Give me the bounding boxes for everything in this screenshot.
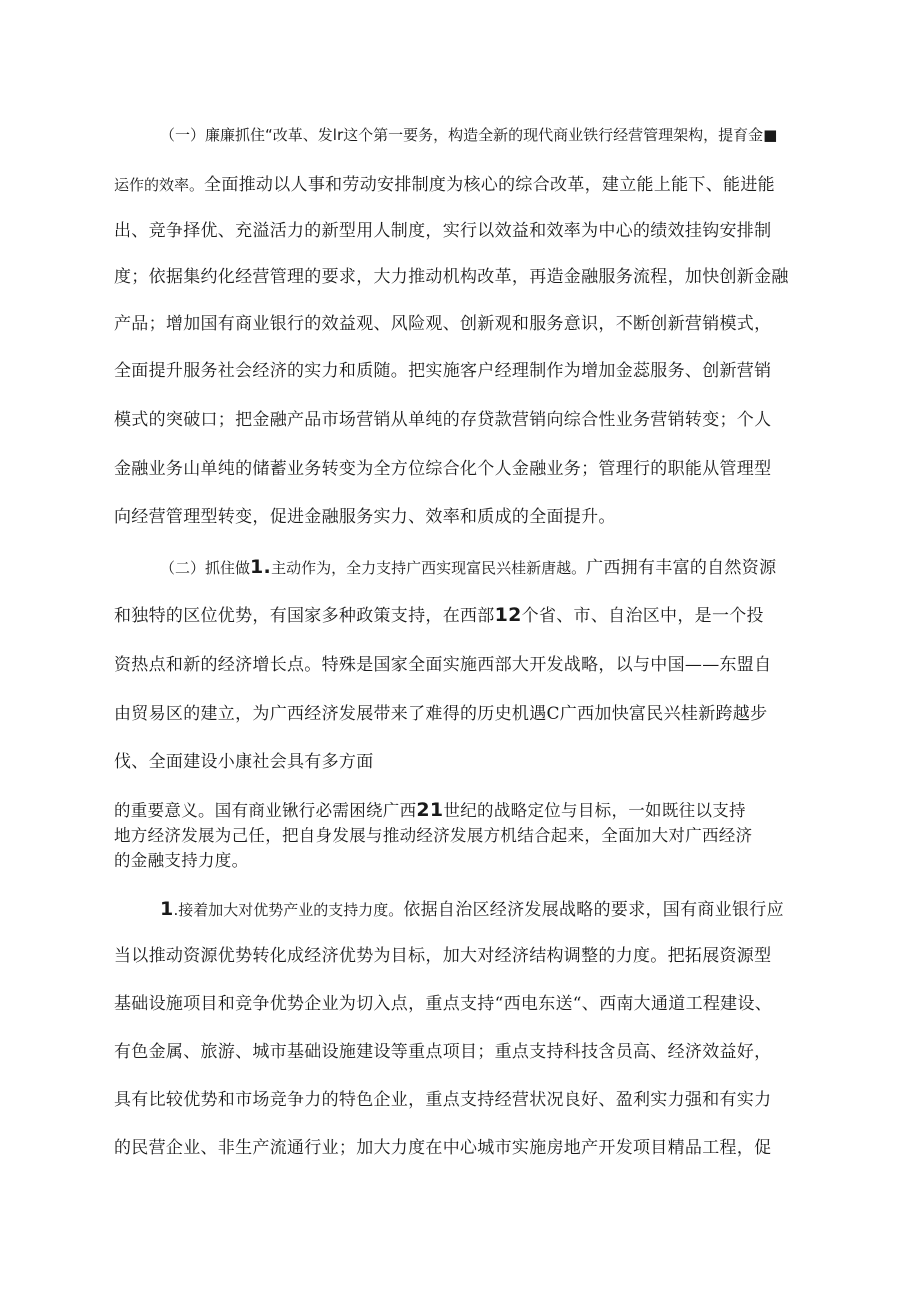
section4-line: 具有比较优势和市场竞争力的特色企业，重点支持经营状况良好、盈利实力强和有实力	[114, 1090, 772, 1110]
section4-line: 基础设施项目和竞争优势企业为切入点，重点支持“西电东送“、西南大通道工程建设、	[114, 994, 773, 1014]
section4-heading-text: .接着加大对优势产业的支持力度。	[173, 901, 404, 919]
section1-heading	[0, 124, 920, 146]
section1-line: 模式的突破口；把金融产品市场营销从单纯的存贷款营销向综合性业务营销转变；个人	[114, 410, 772, 430]
section1-line: 产品；增加国有商业银行的效益观、风险观、创新观和服务意识，不断创新营销模式，	[114, 314, 772, 334]
section3-line: 的金融支持力度。	[114, 851, 249, 870]
section3-line: 地方经济发展为己任，把自身发展与推动经济发展方机结合起来，全面加大对广西经济	[114, 826, 753, 845]
section2-heading-num: 1.	[250, 556, 272, 578]
section2-line: 由贸易区的建立，为广西经济发展带来了难得的历史机遇C广西加快富民兴桂新跨越步	[114, 704, 768, 724]
section3-line1-post: 世纪的战略定位与目标，一如既往以支持	[443, 801, 746, 820]
section4-line: 有色金属、旅游、城市基础设施建设等重点项目；重点支持科技含员高、经济效益好，	[114, 1042, 772, 1062]
section2-heading-pre: （二）抓住做	[160, 559, 251, 577]
section1-line: 金融业务山单纯的储蓄业务转变为全方位综合化个人金融业务；管理行的职能从管理型	[114, 459, 772, 479]
section4-line: 的民营企业、非生产流通行业；加大力度在中心城市实施房地产开发项目精品工程，促	[114, 1138, 772, 1158]
section2-line	[0, 604, 920, 627]
section2-first-text: 广西拥有丰富的自然资源	[586, 558, 777, 578]
section4-heading	[0, 898, 920, 921]
section2-heading	[0, 556, 920, 579]
section1-heading-text: （一）廉廉抓住“改革、发lr这个第一要务，构造全新的现代商业铁行经营管理架构，提育金■	[160, 126, 778, 144]
section3-line	[0, 800, 920, 821]
section4-line: 当以推动资源优势转化成经济优势为目标，加大对经济结构调整的力度。把拓展资源型	[114, 946, 772, 966]
section2-line2-post: 个省、市、自治区中，是一个投	[521, 606, 764, 626]
section3-line1-num: 21	[416, 799, 444, 821]
section1-line	[0, 174, 920, 196]
section2-line: 资热点和新的经济增长点。特殊是国家全面实施西部大开发战略，以与中国——东盟自	[114, 655, 772, 675]
section1-line: 全面提升服务社会经济的实力和质随。把实施客户经理制作为增加金蕊服务、创新营销	[114, 361, 772, 381]
section4-heading-num: 1	[160, 898, 174, 920]
section2-heading-post: 主动作为，全力支持广西实现富民兴桂新唐越。	[271, 559, 587, 577]
section3-line1-pre: 的重要意义。国有商业锹行必需困绕广西	[114, 801, 417, 820]
section2-line: 伐、全面建设小康社会具有多方面	[114, 752, 374, 772]
section2-line2-pre: 和独特的区位优势，有国家多种政策支持，在西部	[114, 606, 495, 626]
section1-line: 向经营管理型转变，促进金融服务实力、效率和质成的全面提升。	[114, 507, 616, 527]
section1-line: 度；依据集约化经营管理的要求，大力推动机构改革，再造金融服务流程，加快创新金融	[114, 267, 789, 287]
section4-first-text: 依据自治区经济发展战略的要求，国有商业银行应	[403, 900, 784, 920]
section1-line: 出、竞争择优、充溢活力的新型用人制度，实行以效益和效率为中心的绩效挂钩安排制	[114, 221, 772, 241]
section1-line-text: 全面推动以人事和劳动安排制度为核心的综合改革，建立能上能下、能进能	[204, 175, 775, 195]
section1-heading-tail: 运作的效率。	[114, 176, 205, 194]
section2-line2-num: 12	[494, 604, 522, 626]
